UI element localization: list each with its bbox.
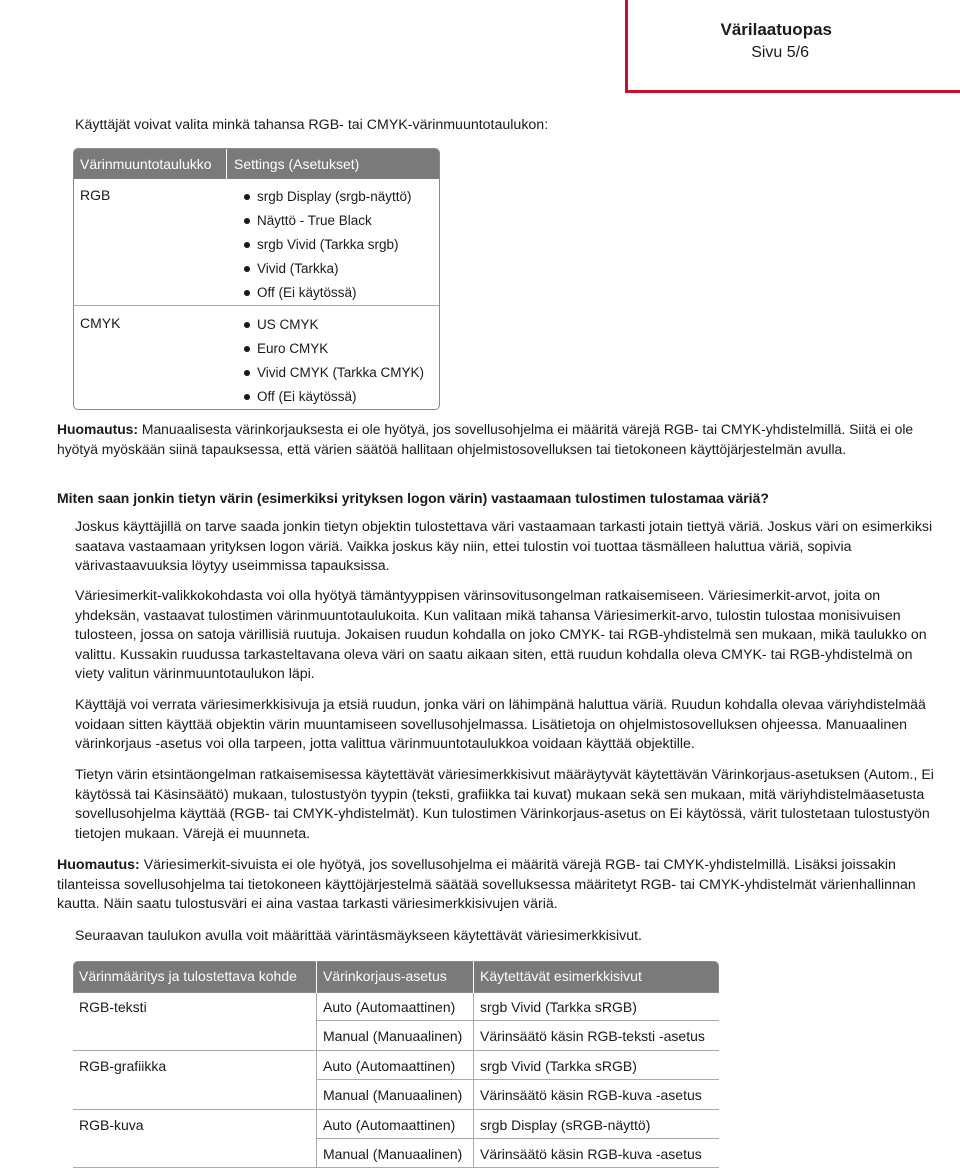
list-item: US CMYK [244, 313, 424, 337]
note-manual-correction: Huomautus: Manuaalisesta värinkorjauksesta ei ole hyötyä, jos sovellusohjelma ei määritä värejä RGB- tai CMYK-yhdistelmillä. Siitä ei ole hyötyä myöskään siinä tapauksessa, että värien säätöä hallitaan ohjelmistosovelluksen tai tietokoneen käyttöjärjestelmän avulla. [57, 421, 914, 457]
table-cell: Auto (Automaattinen) [323, 1058, 456, 1074]
table-cell: RGB-teksti [79, 999, 147, 1015]
bullet-icon [244, 242, 250, 248]
cmyk-settings-list [244, 313, 424, 409]
paragraph: Käyttäjä voi verrata väriesimerkkisivuja ja etsiä ruudun, jonka väri on lähimpänä haluttua väriä. Ruudun kohdalla olevaa väriyhdistelmää voidaan sitten käyttää objektin värin muuntamiseen sovellusohjelmassa. Lisätietoja on ohjelmistosovelluksen ohjeessa. Manuaalinen värinkorjaus -asetus voi olla tarpeen, jotta valittua värinmuuntotaulukkoa voidaan käyttää objektille. [75, 697, 926, 753]
table-cell: RGB-kuva [79, 1117, 144, 1133]
bullet-icon [244, 290, 250, 296]
bullet-icon [244, 218, 250, 224]
header-rule-vertical [625, 0, 628, 93]
paragraph: Tietyn värin etsintäongelman ratkaisemisessa käytettävät väriesimerkkisivut määräytyvät käytettävän Värinkorjaus-asetuksen (Autom., Ei käytössä tai Käsinsäätö) mukaan, tulostustyön tyypin (teksti, grafiikka tai kuvat) mukaan sekä sen mukaan, mitä väriyhdistelmäasetusta sovellusohjelma käyttää (RGB- tai CMYK-yhdistelmät). Kun tulostimen Värinkorjaus-asetus on Ei käytössä, värit tulostetaan tulostustyön tietojen mukaan. Värejä ei muunneta. [75, 767, 934, 842]
bullet-icon [244, 322, 250, 328]
list-item: Vivid CMYK (Tarkka CMYK) [244, 361, 424, 385]
table-cell: Värinsäätö käsin RGB-teksti -asetus [480, 1028, 705, 1044]
category-cmyk: CMYK [80, 315, 121, 331]
list-item: Näyttö - True Black [244, 209, 412, 233]
note-label: Huomautus: [57, 857, 140, 873]
table-cell: srgb Display (sRGB-näyttö) [480, 1117, 651, 1133]
table-cell: Auto (Automaattinen) [323, 999, 456, 1015]
paragraph: Seuraavan taulukon avulla voit määrittää värintäsmäykseen käytettävät väriesimerkkisivut. [75, 928, 642, 944]
color-table-settings [73, 148, 440, 410]
table-header [74, 149, 439, 179]
table-cell: Värinsäätö käsin RGB-kuva -asetus [480, 1087, 702, 1103]
table-cell: srgb Vivid (Tarkka sRGB) [480, 999, 637, 1015]
list-item: srgb Display (srgb-näyttö) [244, 185, 412, 209]
paragraph: Väriesimerkit-valikkokohdasta voi olla hyötyä tämäntyyppisen värinsovitusongelman ratkaisemiseen. Väriesimerkit-arvot, joita on yhdeksän, vastaavat tulostimen värinmuuntotaulukoita. Kun valitaan mikä tahansa Väriesimerkit-arvo, tulostin tulostaa monisivuisen tulosteen, jossa on satoja värillisiä ruutuja. Jokaisen ruudun kohdalla on joko CMYK- tai RGB-yhdistelmä sen mukaan, mikä taulukko on valittu. Kussakin ruudussa tarkasteltavana oleva väri on saatu aikaan siten, että ruudun kohdalla oleva CMYK- tai RGB-yhdistelmä on viety valitun värinmuuntotaulukon läpi. [75, 588, 927, 683]
column-header-table: Värinmuuntotaulukko [80, 156, 212, 172]
document-title: Värilaatuopas [720, 20, 832, 39]
column-header-object: Värinmääritys ja tulostettava kohde [79, 968, 297, 984]
list-item: Euro CMYK [244, 337, 424, 361]
table-cell: Manual (Manuaalinen) [323, 1087, 463, 1103]
page-number: Sivu 5/6 [751, 44, 809, 61]
bullet-icon [244, 194, 250, 200]
note-color-samples: Huomautus: Väriesimerkit-sivuista ei ole hyötyä, jos sovellusohjelma ei määritä värejä RGB- tai CMYK-yhdistelmillä. Lisäksi joissakin tilanteissa sovellusohjelma tai tietokoneen käyttöjärjestelmä säätää sovelluksessa määritetyt RGB- tai CMYK-yhdistelmät värienhallinnan kautta. Näin saatu tulostusväri ei aina vastaa tarkasti väriesimerkkisivujen väriä. [57, 857, 916, 913]
column-header-pages: Käytettävät esimerkkisivut [480, 968, 642, 984]
header-rule-horizontal [625, 90, 960, 93]
table-cell: srgb Vivid (Tarkka sRGB) [480, 1058, 637, 1074]
list-item: srgb Vivid (Tarkka srgb) [244, 233, 412, 257]
list-item: Off (Ei käytössä) [244, 281, 412, 305]
question-heading: Miten saan jonkin tietyn värin (esimerkiksi yrityksen logon värin) vastaamaan tulostimen tulostamaa väriä? [57, 490, 769, 506]
note-label: Huomautus: [57, 421, 139, 437]
column-header-setting: Värinkorjaus-asetus [323, 968, 447, 984]
paragraph: Joskus käyttäjillä on tarve saada jonkin tietyn objektin tulostettava väri vastaamaan tarkasti jotain tiettyä väriä. Joskus väri on esimerkiksi saatava vastaamaan yrityksen logon väriä. Vaikka joskus käy niin, ettei tulostin voi tuottaa täsmälleen haluttua väriä, sopivia värivastaavuuksia löytyy useimmissa tapauksissa. [75, 519, 933, 575]
table-cell: Manual (Manuaalinen) [323, 1028, 463, 1044]
list-item: Off (Ei käytössä) [244, 385, 424, 409]
intro-text: Käyttäjät voivat valita minkä tahansa RGB- tai CMYK-värinmuuntotaulukon: [75, 117, 549, 133]
row-divider [74, 305, 439, 306]
table-cell: Manual (Manuaalinen) [323, 1146, 463, 1162]
bullet-icon [244, 266, 250, 272]
table-cell: RGB-grafiikka [79, 1058, 167, 1074]
table-cell: Värinsäätö käsin RGB-kuva -asetus [480, 1146, 702, 1162]
color-match-table [73, 961, 719, 1172]
bullet-icon [244, 370, 250, 376]
table-cell: Auto (Automaattinen) [323, 1117, 456, 1133]
rgb-settings-list [244, 185, 412, 305]
list-item: Vivid (Tarkka) [244, 257, 412, 281]
category-rgb: RGB [80, 187, 111, 203]
bullet-icon [244, 394, 250, 400]
bullet-icon [244, 346, 250, 352]
column-header-settings: Settings (Asetukset) [234, 156, 360, 172]
